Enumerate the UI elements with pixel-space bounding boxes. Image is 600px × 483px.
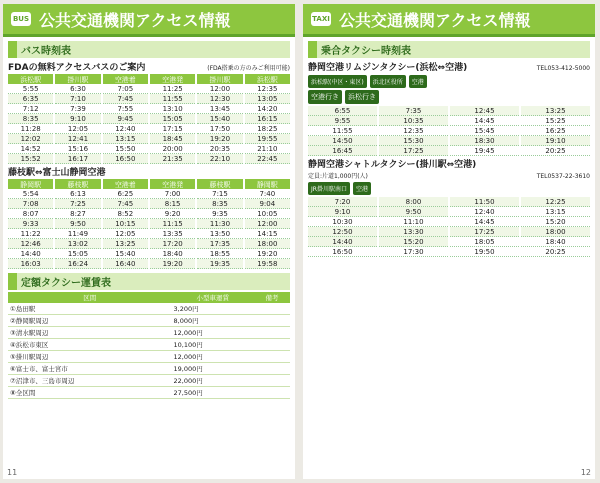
time-cell: 9:50 <box>55 219 100 229</box>
time-cell: 12:46 <box>8 239 53 249</box>
time-cell: 12:40 <box>450 207 519 217</box>
bus-section: バス時刻表 <box>8 41 290 58</box>
time-cell: 5:54 <box>8 189 53 199</box>
time-cell: 19:20 <box>150 259 195 269</box>
limo-timetable <box>308 106 590 156</box>
time-cell: 15:16 <box>55 144 100 154</box>
time-cell: 18:30 <box>450 136 519 146</box>
time-cell: 18:05 <box>450 237 519 247</box>
time-cell: 12:05 <box>103 229 148 239</box>
time-cell: 13:35 <box>150 229 195 239</box>
time-cell: 11:28 <box>8 124 53 134</box>
time-cell: 17:30 <box>379 247 448 257</box>
time-cell: 22:10 <box>197 154 242 164</box>
time-cell: 7:55 <box>103 104 148 114</box>
time-cell: 18:25 <box>245 124 290 134</box>
time-cell: 18:00 <box>245 239 290 249</box>
time-cell: 15:20 <box>521 217 590 227</box>
time-cell: 7:45 <box>103 199 148 209</box>
fda-title: FDAの無料アクセスバスのご案内 (FDA搭乗の方のみご利用可能) <box>8 63 290 73</box>
page-number-right: 12 <box>580 468 591 477</box>
time-cell: 6:35 <box>8 94 53 104</box>
time-cell: 9:10 <box>55 114 100 124</box>
time-cell: 12:25 <box>521 197 590 207</box>
time-cell: 11:55 <box>308 126 377 136</box>
bus-icon: BUS <box>11 12 31 26</box>
time-cell: 13:25 <box>521 106 590 116</box>
to-hamamatsu-tag: 浜松行き <box>345 90 379 104</box>
time-cell: 15:25 <box>521 116 590 126</box>
time-cell: 18:40 <box>150 249 195 259</box>
route-stop: 浜北区役所 <box>370 75 406 88</box>
time-cell: 10:35 <box>379 116 448 126</box>
time-cell: 15:20 <box>379 237 448 247</box>
time-cell: 17:20 <box>150 239 195 249</box>
fare-row <box>8 327 290 339</box>
time-cell: 16:50 <box>308 247 377 257</box>
time-cell: 19:45 <box>450 146 519 156</box>
time-cell: 8:52 <box>103 209 148 219</box>
time-cell: 12:00 <box>245 219 290 229</box>
time-cell: 8:00 <box>379 197 448 207</box>
time-cell: 19:20 <box>197 134 242 144</box>
col-header: 静岡駅 <box>8 179 53 189</box>
time-cell: 11:22 <box>8 229 53 239</box>
time-cell: 15:40 <box>103 249 148 259</box>
time-cell: 13:25 <box>103 239 148 249</box>
time-cell: 13:30 <box>379 227 448 237</box>
time-cell: 16:40 <box>103 259 148 269</box>
time-cell: 22:45 <box>245 154 290 164</box>
limo-title: 静岡空港リムジンタクシー(浜松⇔空港) TEL053-412-5000 <box>308 63 590 73</box>
time-cell: 12:35 <box>379 126 448 136</box>
time-cell: 9:45 <box>103 114 148 124</box>
time-cell: 14:40 <box>8 249 53 259</box>
time-cell: 15:52 <box>8 154 53 164</box>
time-cell: 14:15 <box>245 229 290 239</box>
time-cell: 7:00 <box>150 189 195 199</box>
time-cell: 19:20 <box>245 249 290 259</box>
fare-header: 備考 <box>254 292 290 303</box>
time-cell: 9:04 <box>245 199 290 209</box>
time-cell: 8:35 <box>197 199 242 209</box>
time-cell: 12:50 <box>308 227 377 237</box>
fare-cell: ⑧全区間 <box>8 387 172 399</box>
time-cell: 7:35 <box>379 106 448 116</box>
time-cell: 9:55 <box>308 116 377 126</box>
time-cell: 7:15 <box>197 189 242 199</box>
time-cell: 17:15 <box>150 124 195 134</box>
time-cell: 17:35 <box>197 239 242 249</box>
time-cell: 16:15 <box>245 114 290 124</box>
col-header: 空港発 <box>150 179 195 189</box>
col-header: 静岡駅 <box>245 179 290 189</box>
time-cell: 15:45 <box>450 126 519 136</box>
time-cell: 14:40 <box>308 237 377 247</box>
route-stop: 空港 <box>409 75 427 88</box>
time-cell: 18:55 <box>197 249 242 259</box>
time-cell: 7:40 <box>245 189 290 199</box>
time-cell: 15:50 <box>103 144 148 154</box>
time-cell: 11:49 <box>55 229 100 239</box>
time-cell: 13:45 <box>197 104 242 114</box>
time-cell: 15:30 <box>379 136 448 146</box>
fda-timetable <box>8 74 290 164</box>
fare-cell <box>254 315 290 327</box>
fare-row <box>8 303 290 315</box>
time-cell: 13:15 <box>521 207 590 217</box>
shuttle-tel: TEL0537-22-3610 <box>536 173 590 180</box>
time-cell: 11:25 <box>150 84 195 94</box>
time-cell: 7:20 <box>308 197 377 207</box>
time-cell: 8:15 <box>150 199 195 209</box>
time-cell: 11:50 <box>450 197 519 207</box>
fare-header: 小型車運賃 <box>172 292 255 303</box>
page-number-left: 11 <box>7 468 18 477</box>
fare-cell: ⑤掛川駅周辺 <box>8 351 172 363</box>
fujieda-title: 藤枝駅⇔富士山静岡空港 <box>8 168 106 178</box>
fare-cell <box>254 375 290 387</box>
time-cell: 8:07 <box>8 209 53 219</box>
time-cell: 17:25 <box>450 227 519 237</box>
time-cell: 12:35 <box>245 84 290 94</box>
fare-row <box>8 339 290 351</box>
shuttle-fare: 定員:片道1,000円(人) <box>308 173 368 180</box>
right-page <box>303 4 595 479</box>
shared-taxi-section: 乗合タクシー時刻表 <box>308 41 590 58</box>
time-cell: 6:25 <box>103 189 148 199</box>
time-cell: 7:39 <box>55 104 100 114</box>
fare-row <box>8 387 290 399</box>
time-cell: 11:55 <box>150 94 195 104</box>
right-header <box>303 4 595 37</box>
time-cell: 15:05 <box>150 114 195 124</box>
time-cell: 11:10 <box>379 217 448 227</box>
time-cell: 14:20 <box>245 104 290 114</box>
fare-row <box>8 315 290 327</box>
time-cell: 7:05 <box>103 84 148 94</box>
fare-row <box>8 363 290 375</box>
time-cell: 19:55 <box>245 134 290 144</box>
fare-cell: ③清水駅周辺 <box>8 327 172 339</box>
taxi-fare-section: 定額タクシー運賃表 <box>8 273 290 290</box>
col-header: 掛川駅 <box>197 74 242 84</box>
time-cell: 19:10 <box>521 136 590 146</box>
fare-cell: ①島田駅 <box>8 303 172 315</box>
time-cell: 16:03 <box>8 259 53 269</box>
col-header: 空港発 <box>150 74 195 84</box>
fare-cell: 10,100円 <box>172 339 255 351</box>
shuttle-timetable <box>308 197 590 257</box>
fare-cell <box>254 363 290 375</box>
fare-cell <box>254 339 290 351</box>
time-cell: 7:08 <box>8 199 53 209</box>
time-cell: 9:35 <box>197 209 242 219</box>
fare-cell: ⑥富士市、富士宮市 <box>8 363 172 375</box>
col-header: 藤枝駅 <box>55 179 100 189</box>
to-airport-tag: 空港行き <box>308 90 342 104</box>
fare-cell: 12,000円 <box>172 351 255 363</box>
time-cell: 11:15 <box>150 219 195 229</box>
fare-cell <box>254 327 290 339</box>
time-cell: 9:20 <box>150 209 195 219</box>
time-cell: 8:35 <box>8 114 53 124</box>
time-cell: 10:30 <box>308 217 377 227</box>
left-title: 公共交通機関アクセス情報 <box>39 10 231 30</box>
left-header <box>3 4 295 37</box>
shuttle-title: 静岡空港シャトルタクシー(掛川駅⇔空港) <box>308 160 477 170</box>
time-cell: 15:05 <box>55 249 100 259</box>
time-cell: 13:15 <box>103 134 148 144</box>
time-cell: 7:45 <box>103 94 148 104</box>
time-cell: 12:41 <box>55 134 100 144</box>
time-cell: 16:17 <box>55 154 100 164</box>
time-cell: 12:00 <box>197 84 242 94</box>
time-cell: 19:58 <box>245 259 290 269</box>
fare-cell <box>254 303 290 315</box>
time-cell: 13:02 <box>55 239 100 249</box>
time-cell: 12:45 <box>450 106 519 116</box>
col-header: 藤枝駅 <box>197 179 242 189</box>
route-stop: 浜松駅(中区・東区) <box>308 75 367 88</box>
time-cell: 14:45 <box>450 116 519 126</box>
fare-row <box>8 375 290 387</box>
left-page <box>3 4 295 479</box>
time-cell: 13:10 <box>150 104 195 114</box>
fare-cell: 3,200円 <box>172 303 255 315</box>
time-cell: 12:30 <box>197 94 242 104</box>
time-cell: 16:24 <box>55 259 100 269</box>
fare-cell: ⑦沼津市、三島市周辺 <box>8 375 172 387</box>
fare-cell: 8,000円 <box>172 315 255 327</box>
time-cell: 14:52 <box>8 144 53 154</box>
fare-header: 区間 <box>8 292 172 303</box>
right-title: 公共交通機関アクセス情報 <box>339 10 531 30</box>
taxi-icon: TAXI <box>311 12 331 26</box>
time-cell: 12:02 <box>8 134 53 144</box>
time-cell: 18:00 <box>521 227 590 237</box>
time-cell: 8:27 <box>55 209 100 219</box>
col-header: 浜松駅 <box>245 74 290 84</box>
time-cell: 16:25 <box>521 126 590 136</box>
time-cell: 16:45 <box>308 146 377 156</box>
fare-cell: ④浜松市東区 <box>8 339 172 351</box>
col-header: 空港着 <box>103 179 148 189</box>
fare-cell: 12,000円 <box>172 327 255 339</box>
fare-row <box>8 351 290 363</box>
fare-cell <box>254 351 290 363</box>
time-cell: 11:30 <box>197 219 242 229</box>
col-header: 掛川駅 <box>55 74 100 84</box>
time-cell: 14:50 <box>308 136 377 146</box>
time-cell: 20:00 <box>150 144 195 154</box>
time-cell: 17:25 <box>379 146 448 156</box>
time-cell: 21:35 <box>150 154 195 164</box>
time-cell: 18:45 <box>150 134 195 144</box>
col-header: 空港着 <box>103 74 148 84</box>
fujieda-timetable <box>8 179 290 269</box>
time-cell: 7:12 <box>8 104 53 114</box>
shuttle-route <box>308 182 590 195</box>
time-cell: 17:50 <box>197 124 242 134</box>
limo-route <box>308 75 590 88</box>
time-cell: 6:13 <box>55 189 100 199</box>
time-cell: 20:35 <box>197 144 242 154</box>
time-cell: 18:40 <box>521 237 590 247</box>
time-cell: 6:55 <box>308 106 377 116</box>
time-cell: 20:25 <box>521 146 590 156</box>
time-cell: 13:50 <box>197 229 242 239</box>
time-cell: 10:15 <box>103 219 148 229</box>
time-cell: 7:25 <box>55 199 100 209</box>
time-cell: 20:25 <box>521 247 590 257</box>
time-cell: 10:05 <box>245 209 290 219</box>
time-cell: 9:50 <box>379 207 448 217</box>
time-cell: 6:30 <box>55 84 100 94</box>
time-cell: 13:05 <box>245 94 290 104</box>
route-stop: 空港 <box>353 182 371 195</box>
taxi-fare-table <box>8 292 290 399</box>
fare-cell: 19,000円 <box>172 363 255 375</box>
col-header: 浜松駅 <box>8 74 53 84</box>
time-cell: 7:10 <box>55 94 100 104</box>
fare-cell: 27,500円 <box>172 387 255 399</box>
time-cell: 19:35 <box>197 259 242 269</box>
fare-cell: ②静岡駅周辺 <box>8 315 172 327</box>
time-cell: 16:50 <box>103 154 148 164</box>
time-cell: 5:55 <box>8 84 53 94</box>
fare-cell: 22,000円 <box>172 375 255 387</box>
time-cell: 15:40 <box>197 114 242 124</box>
time-cell: 9:33 <box>8 219 53 229</box>
route-stop: JR掛川駅南口 <box>308 182 350 195</box>
time-cell: 12:40 <box>103 124 148 134</box>
time-cell: 21:10 <box>245 144 290 154</box>
fare-cell <box>254 387 290 399</box>
time-cell: 12:05 <box>55 124 100 134</box>
time-cell: 14:45 <box>450 217 519 227</box>
time-cell: 9:10 <box>308 207 377 217</box>
time-cell: 19:50 <box>450 247 519 257</box>
